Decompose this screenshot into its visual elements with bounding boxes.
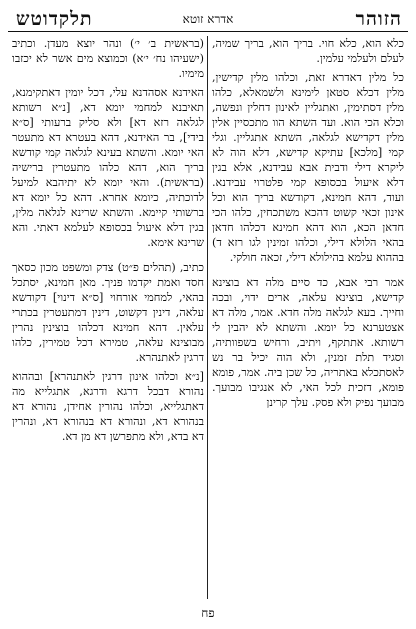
- left-paragraph-4: [נ״א וכלהו אינון דרגין לאתנהרא] ובההוא נהורא דבכל דרגא ודרגא, אתגלייא מה דאתגלייא, וכלהו נהורין אחידן, נהורא דא בנהורא דא, ונהורא דא בנהורא דא, ונהרין דא בדא, ולא מתפרשן דא מן דא.: [12, 370, 204, 443]
- column-divider: [207, 36, 208, 599]
- left-paragraph-2: האידנא אסהדנא עלי, דכל יומין דאתקימנא, תאיבנא למחמי יומא דא, [נ״א רשותא לגלאה רזא דא] ולא סליק ברעותי [ס״א בידי], בר האידנא, דהא בעטרא דא מתעטר האי יומא. והשתא בעינא לגלאה קמי קודשא בריך הוא, דהא כלהו מתעטרין ברישיה (בראשית). והאי יומא לא יתיהבא למיעל לדוכתיה, כיומא אחרא. דהא כל יומא דא ברשותי קיימא. והשתא שרינא לגלאה מלין, בגין דלא איעול בכסופא לעלמא דאתי. והא שרינא אימא.: [12, 86, 204, 249]
- header-section-title: אדרא זוטא: [182, 12, 234, 26]
- left-paragraph-3: כתיב, (תהלים פ״ט) צדק ומשפט מכון כסאך חסד ואמת יקדמו פניך. מאן חמינא, יסתכל בהאי, למחמי אורחוי [ס״א דינוי] דקודשא עלאה, דינין דקשוט, דינין דמתעטרין בכתרי עלאין. דהא חמינא דכלהו בוצינין נהרין מבוצינא עלאה, טמירא דכל טמירין, כלהו דרגין לאתנהרא.: [12, 261, 204, 364]
- left-text-column: [12, 36, 204, 599]
- right-paragraph-3: אמר רבי אבא, כד סיים מלה דא בוצינא קדישא, בוצינא עלאה, ארים ידוי, ובכה וחייך. בעא לגלאה מלה חדא. אמר, מלה דא אצטערנא כל יומא. והשתא לא יהבין לי רשותא. אתתקף, ויתיב, ורחיש בשפוותיה, וסגיד תלת זמנין, ולא הוה יכיל בר נש לאסתכלא באתריה, כל שכן ביה. אמר, פומא פומא, דזכית לכל האי, לא אנגיבו מבועך. מבועך נפיק ולא פסק. עלך קרינן: [212, 276, 404, 409]
- right-text-column: [212, 36, 404, 599]
- header-rule: [8, 31, 408, 32]
- header-title-left: תלקדוטש: [16, 8, 93, 30]
- right-paragraph-2: כל מלין דאדרא זאת, וכלהו מלין קדישין, מלין דכלא סטאן לימינא ולשמאלא, כלהו מלין דסתימין, ואתגליין לאינון דחלין ונפשה, וכלא הכי הוא. ועד השתא הוו מתכסיין אלין מלין דקדישא לגלאה, השתא אתגליין. וגלי קמי [מלכא] עתיקא קדישא, דלא הוה לא ליקרא דילי ודבית אבא עבידנא, אלא בגין דלא איעול בכסופא קמי פלטרוי עבידנא. ועוד, דהא חמינא, דקודשא בריך הוא וכל אינון זכאי קשוט דהכא משתכחין, כלהו הכי חדאן הכא, הוא דהא חמינא דכלהו חדאן בהאי הלולא דילי, וכלהו זמינין לגו רזא ד) בההוא עלמא בהילולא דילי, זכאה חולקי.: [212, 71, 404, 264]
- header-title-right: הזוהר: [355, 8, 402, 30]
- right-paragraph-1: כלא הוא, כלא חוי. בריך הוא, בריך שמיה, לעלם ולעלמי עלמין.: [212, 37, 404, 65]
- left-paragraph-1: (בראשית ב׳ י׳) ונהר יוצא מעדן. וכתיב (ישעיהו נח׳ י׳א) וכמוצא מים אשר לא יכזבו מימיו.: [12, 37, 204, 80]
- page-number: פח: [201, 606, 215, 620]
- running-header: [6, 6, 410, 30]
